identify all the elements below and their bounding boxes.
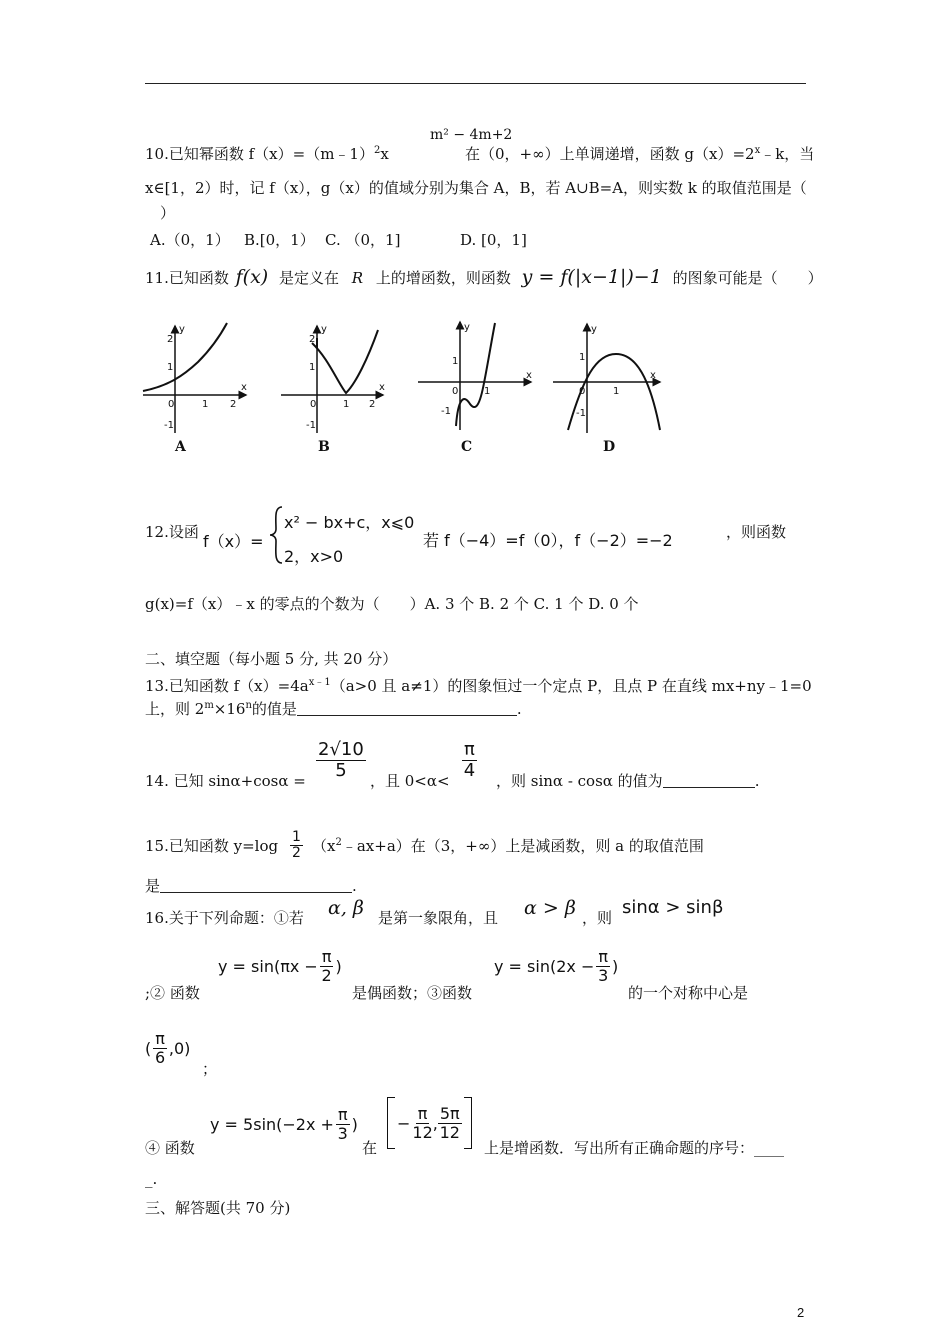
- q16-center-post: ,0): [168, 1038, 191, 1058]
- graph-a-tick-x2: 2: [230, 399, 237, 410]
- q16-left-bracket: [387, 1097, 395, 1149]
- graph-a-tick-x1: 1: [202, 399, 209, 410]
- section-3-heading: 三、解答题(共 70 分): [145, 1199, 291, 1217]
- q15-line2: [145, 875, 357, 896]
- q14-den: 5: [335, 759, 347, 781]
- q16-f3-pre: y = sin(2x −: [494, 956, 595, 976]
- q10-sup-x: x: [754, 145, 761, 156]
- q16-semicolon: ；: [202, 1060, 218, 1078]
- q14-answer-blank[interactable]: [663, 773, 755, 788]
- q16-sin-inequality: sinα > sinβ: [622, 897, 724, 918]
- graph-d-label: D: [603, 439, 616, 455]
- graph-c-label: C: [461, 439, 473, 455]
- q16-right-bracket: [464, 1097, 472, 1149]
- graph-b-y-label: y: [321, 324, 327, 335]
- q11-text-c: 上的增函数，则函数: [375, 269, 511, 287]
- q16-int-a-den: 12: [412, 1122, 433, 1142]
- q16-f3-post: ): [612, 956, 619, 976]
- q16-center-den: 6: [154, 1047, 166, 1067]
- q15-sup: 2: [335, 837, 342, 848]
- q13-sup-n: n: [245, 700, 252, 711]
- q16-center-num: π: [155, 1029, 165, 1048]
- graph-a-tick-yneg1: -1: [164, 420, 174, 431]
- q16-func-2: [218, 948, 342, 984]
- q11-line: [145, 266, 823, 288]
- q16-f2-post: ): [335, 956, 342, 976]
- graph-c-y-label: y: [464, 322, 470, 333]
- page-number: 2: [797, 1305, 805, 1320]
- q16-text-e: 的一个对称中心是: [628, 984, 749, 1002]
- q16-interval: − $\frac{\pi}{12}$ , $\frac{5\pi}{12}$: [387, 1097, 472, 1149]
- q15-text-c: ﹣ax+a）在（3，+∞）上是减函数，则 a 的取值范围: [341, 837, 704, 855]
- q14-fraction-1: [316, 740, 366, 781]
- q11-text-b: 是定义在: [279, 269, 340, 287]
- q12-case1: x² − bx+c，x⩽0: [284, 513, 415, 532]
- q16-center: [145, 1030, 190, 1066]
- q12-case2: 2，x>0: [284, 547, 344, 566]
- graph-b-tick-x2: 2: [369, 399, 376, 410]
- graph-b-tick-y2: 2: [309, 334, 316, 345]
- graph-d-tick-yneg1: -1: [576, 408, 586, 419]
- q13-text-d: ×16: [213, 700, 246, 718]
- graph-c: [418, 322, 531, 430]
- q16-tail: _.: [145, 1170, 158, 1188]
- q10-option-a: A.（0，1）: [150, 231, 230, 249]
- graph-a-tick-y2: 2: [167, 334, 174, 345]
- q15-num: 1: [292, 829, 301, 845]
- q15-den: 2: [292, 845, 301, 862]
- graph-d-x-label: x: [650, 370, 656, 381]
- q14-text-c-span: ，则 sinα - cosα 的值为: [496, 772, 663, 790]
- q11-text-d: 的图象可能是（ ）: [672, 269, 823, 287]
- q11-graphs: [138, 318, 678, 458]
- q16-f2-pre: y = sin(πx −: [218, 956, 318, 976]
- graph-b-tick-x1: 1: [343, 399, 350, 410]
- graph-d-tick-x1: 1: [613, 386, 620, 397]
- q13-end: .: [516, 700, 522, 718]
- header-rule: [145, 83, 806, 84]
- graph-d-origin: 0: [579, 386, 586, 397]
- q16-semi-two: ;② 函数: [145, 984, 200, 1002]
- q13-sup: x﹣1: [308, 677, 331, 688]
- graph-b-tick-yneg1: -1: [306, 420, 316, 431]
- q10-option-d: D. [0，1]: [460, 231, 527, 249]
- graph-c-x-label: x: [526, 370, 532, 381]
- q12-line2: g(x)=f（x）﹣x 的零点的个数为（ ）A. 3 个 B. 2 个 C. 1 个 D. 0 个: [145, 595, 639, 613]
- q10-option-c: C. （0，1]: [325, 231, 401, 249]
- q16-zai: 在: [362, 1139, 378, 1157]
- q16-text-a: 16.关于下列命题：①若: [145, 909, 304, 927]
- q16-f3-den: 3: [598, 965, 609, 985]
- q12-condition: 若 f（−4）=f（0），f（−2）=−2: [423, 531, 673, 550]
- q16-text-c: ，则: [582, 909, 613, 927]
- q12-text-a: 12.设函: [145, 523, 199, 541]
- q16-center-pre: (: [145, 1038, 152, 1058]
- q15-line2-text: 是: [145, 877, 161, 895]
- q14-text-b: ，且 0<α<: [370, 772, 450, 790]
- q16-alpha-gt-beta: α > β: [524, 897, 576, 919]
- q16-alpha-beta: α, β: [328, 897, 364, 919]
- graph-c-origin: 0: [452, 386, 459, 397]
- q10-text-c: ﹣k，当: [760, 145, 815, 163]
- q16-int-b-den: 12: [439, 1122, 460, 1142]
- q10-text-a: 10.已知幂函数 f（x）=（m﹣1）: [145, 145, 374, 163]
- q13-text-a: 13.已知函数 f（x）=4a: [145, 677, 309, 695]
- q12-fx: f（x）=: [203, 532, 264, 551]
- graph-c-tick-yneg1: -1: [441, 406, 451, 417]
- q16-f3-num: π: [598, 947, 608, 966]
- q15-end: .: [352, 877, 357, 895]
- q10-option-b: B.[0，1）: [244, 231, 315, 249]
- q11-R: R: [351, 269, 364, 287]
- q10-sup-2: 2: [373, 145, 381, 156]
- q16-four: ④ 函数: [145, 1139, 195, 1157]
- q16-text-f: 上是增函数．写出所有正确命题的序号：____: [484, 1139, 785, 1157]
- graph-a-tick-y1: 1: [167, 362, 174, 373]
- q10-exponent: m² − 4m+2: [430, 127, 513, 143]
- q10-line2: x∈[1，2）时，记 f（x），g（x）的值域分别为集合 A，B，若 A∪B=A，则实数 k 的取值范围是（: [145, 179, 807, 197]
- graph-c-tick-y1: 1: [452, 356, 459, 367]
- q13-sup-m: m: [204, 700, 214, 711]
- q16-int-b-num: 5π: [439, 1103, 460, 1123]
- q13-text-e: 的值是: [251, 700, 297, 718]
- graph-c-tick-x1: 1: [484, 386, 491, 397]
- q14-text-a: 14. 已知 sinα+cosα =: [145, 772, 306, 790]
- graph-d-y-label: y: [591, 324, 597, 335]
- q14-text-c: [496, 770, 759, 791]
- q10-line3: ）: [160, 204, 176, 222]
- q16-func-4: [210, 1106, 358, 1142]
- q16-f4-den: 3: [337, 1123, 348, 1143]
- q11-text-a: 11.已知函数: [145, 269, 229, 287]
- q13-answer-blank[interactable]: [297, 701, 517, 716]
- q13-line1: [145, 673, 812, 696]
- graph-a-origin: 0: [168, 399, 175, 410]
- q11-formula: y = f(|x−1|)−1: [521, 266, 662, 288]
- graph-b-x-label: x: [379, 382, 385, 393]
- q16-func-3: [494, 948, 618, 984]
- q15-text-b: [312, 835, 704, 856]
- graph-b: [281, 326, 383, 433]
- q16-text-b: 是第一象限角，且: [378, 909, 499, 927]
- q15-fraction: [290, 830, 303, 862]
- q14-den2: 4: [463, 759, 476, 781]
- q16-f2-num: π: [321, 947, 332, 966]
- graph-a-label: A: [175, 439, 186, 455]
- graph-b-label: B: [318, 439, 330, 455]
- graph-b-origin: 0: [310, 399, 317, 410]
- q15-answer-blank[interactable]: [160, 878, 352, 893]
- q16-f4-post: ): [351, 1114, 358, 1134]
- q16-int-a-num: π: [417, 1103, 428, 1123]
- q16-f4-num: π: [337, 1105, 348, 1124]
- graph-d-tick-y1: 1: [579, 352, 586, 363]
- graph-a: [143, 323, 246, 433]
- graph-a-y-label: y: [179, 324, 185, 335]
- q16-f4-pre: y = 5sin(−2x +: [210, 1114, 334, 1134]
- q16-text-d: 是偶函数；③函数: [352, 984, 473, 1002]
- q13-text-c: 上，则 2: [145, 700, 205, 718]
- q14-num2: π: [464, 739, 475, 760]
- q10-text-b: 在（0，+∞）上单调递增，函数 g（x）=2: [465, 145, 755, 163]
- q15-text-a: 15.已知函数 y=log: [145, 837, 279, 855]
- graph-b-tick-y1: 1: [309, 362, 316, 373]
- graph-d: [553, 324, 660, 433]
- q15-text-b-span: （x: [312, 837, 336, 855]
- q12-brace: [268, 505, 284, 565]
- q10-x: x: [380, 145, 389, 163]
- q12-text-b: ，则函数: [726, 523, 787, 541]
- q16-f2-den: 2: [321, 965, 332, 985]
- q14-num: 2√10: [318, 739, 364, 760]
- q11-fx: f(x): [235, 266, 269, 288]
- q14-fraction-2: [462, 740, 477, 781]
- q13-text-b: （a>0 且 a≠1）的图象恒过一个定点 P，且点 P 在直线 mx+ny﹣1=0: [330, 677, 812, 695]
- q13-line2: [145, 698, 522, 719]
- section-2-heading: 二、填空题（每小题 5 分, 共 20 分）: [145, 650, 398, 668]
- q14-end: .: [754, 772, 760, 790]
- q10-line1: [145, 143, 389, 164]
- q10-line1-b: [465, 143, 814, 164]
- graph-a-x-label: x: [241, 382, 247, 393]
